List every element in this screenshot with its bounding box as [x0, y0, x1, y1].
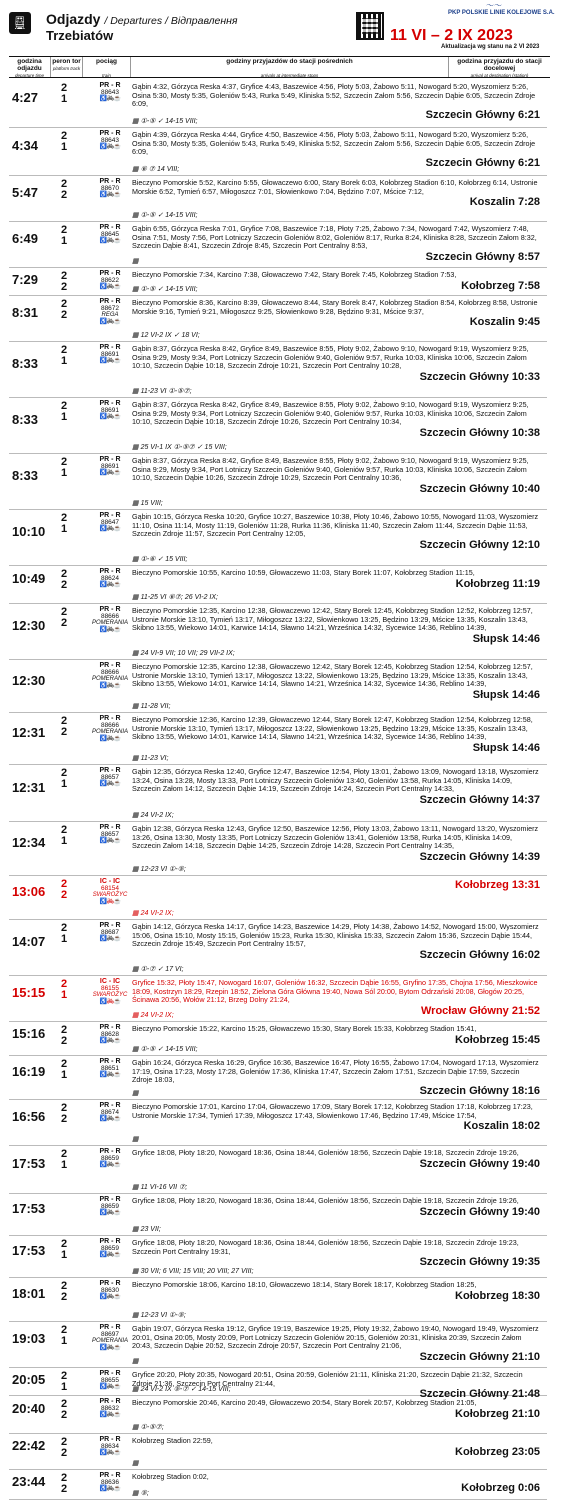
departure-time: 8:33 — [12, 412, 39, 427]
train-info: PR - R 88636 ♿🚲︎☕ — [89, 1472, 131, 1493]
departure-row — [9, 80, 547, 128]
amenity-icons: ♿🚲︎☕ — [99, 781, 121, 787]
destination: Kołobrzeg 7:58 — [461, 279, 540, 292]
departure-row — [9, 128, 547, 176]
intermediate-stops: Bieczyno Pomorskie 20:46, Karcino 20:49, Głowaczewo 20:54, Stary Borek 20:57, Kołobrzeg Stadion 21:05, Kołobrzeg 21:10 — [132, 1398, 540, 1420]
amenity-icons: ♿🚲︎☕ — [99, 683, 121, 689]
calendar-note: ▦ ①-⑤ ✓ 14-15 VIII; — [132, 212, 198, 219]
amenity-icons: ♿🚲︎☕ — [99, 1162, 121, 1168]
train-info: PR - R 88691 ♿🚲︎☕ — [89, 456, 131, 477]
departure-row — [9, 454, 547, 510]
platform-track: 2 1 — [60, 767, 68, 790]
train-info: PR - R 88634 ♿🚲︎☕ — [89, 1436, 131, 1457]
destination: Kołobrzeg 23:05 — [455, 1445, 540, 1458]
intermediate-stops: Bieczyno Pomorskie 18:06, Karcino 18:10, Głowaczewo 18:14, Stary Borek 18:17, Kołobrzeg Stadion 18:25, Kołobrzeg 18:30 — [132, 1280, 540, 1302]
intermediate-stops: Bieczyno Pomorskie 15:22, Karcino 15:25, Głowaczewo 15:30, Stary Borek 15:33, Kołobrzeg Stadion 15:41, Kołobrzeg 15:45 — [132, 1024, 540, 1046]
calendar-note: ▦ 30 VII; 6 VIII; 15 VIII; 20 VIII; 27 VIII; — [132, 1268, 254, 1275]
platform-track: 2 2 — [60, 715, 68, 738]
train-info: PR - R 88622 ♿🚲︎☕ — [89, 270, 131, 291]
calendar-note: ▦ 23 VII; — [132, 1226, 161, 1233]
header — [0, 0, 562, 56]
departure-time: 5:47 — [12, 185, 39, 200]
intermediate-stops: Gryfice 18:08, Płoty 18:20, Nowogard 18:36, Osina 18:44, Goleniów 18:56, Szczecin Dąbie 19:18, Szczecin Zdroje 19:26, Szczecin Główny 19:40 — [132, 1196, 540, 1218]
train-info: PR - R 88659 ♿🚲︎☕ — [89, 1196, 131, 1217]
intermediate-stops: Bieczyno Pomorskie 12:35, Karcino 12:38, Głowaczewo 12:42, Stary Borek 12:45, Kołobrzeg Stadion 12:52, Kołobrzeg 12:57, Ustronie Morskie 13:10, Tymień 13:17, Miłogoszcz 13:22, Słowienkowo 13:25, Będzino 13:29, Mścice 13:35, Koszalin 13:43, Skibno 13:55, Wiekowo 14:01, Karwice 14:14, Sławno 14:21, Wrześnica 14:32, Sycewice 14:36, Reblino 14:39, Słupsk 14:46 — [132, 606, 540, 645]
intermediate-stops: Bieczyno Pomorskie 12:36, Karcino 12:39, Głowaczewo 12:44, Stary Borek 12:47, Kołobrzeg Stadion 12:54, Kołobrzeg 12:58, Ustronie Morskie 13:10, Tymień 13:17, Miłogoszcz 13:22, Słowienkowo 13:25, Będzino 13:29, Mścice 13:35, Koszalin 13:43, Skibno 13:55, Wiekowo 14:01, Karwice 14:14, Sławno 14:21, Wrześnica 14:32, Sycewice 14:36, Reblino 14:39, Słupsk 14:46 — [132, 715, 540, 754]
departure-time: 23:44 — [12, 1474, 46, 1489]
intermediate-stops: Bieczyno Pomorskie 10:55, Karcino 10:59, Głowaczewo 11:03, Stary Borek 11:07, Kołobrzeg Stadion 11:15, Kołobrzeg 11:19 — [132, 568, 540, 590]
calendar-note: ▦ — [132, 1090, 139, 1097]
platform-track: 2 2 — [60, 1472, 68, 1495]
intermediate-stops: Gąbin 8:37, Górzyca Reska 8:42, Gryfice 8:49, Baszewice 8:55, Płoty 9:02, Żabowo 9:10, Nowogard 9:19, Wyszomierz 9:25, Osina 9:29, Mosty 9:34, Port Lotniczy Szczecin Goleniów 9:40, Goleniów 9:57, Rurka 10:03, Kliniska 10:06, Szczecin Załom 10:10, Szczecin Dąbie 10:26, Szczecin Zdroje 10:29, Szczecin Port Centralny 10:36, Szczecin Główny 10:40 — [132, 456, 540, 495]
departure-time: 8:31 — [12, 305, 39, 320]
destination: Szczecin Główny 8:57 — [425, 250, 540, 263]
amenity-icons: ♿🚲︎☕ — [99, 1294, 121, 1300]
intermediate-stops: Bieczyno Pomorskie 12:35, Karcino 12:38, Głowaczewo 12:42, Stary Borek 12:45, Kołobrzeg Stadion 12:54, Kołobrzeg 12:57, Ustronie Morskie 13:10, Tymień 13:17, Miłogoszcz 13:22, Słowienkowo 13:25, Będzino 13:29, Mścice 13:35, Koszalin 13:43, Skibno 13:55, Wiekowo 14:01, Karwice 14:14, Sławno 14:21, Wrześnica 14:32, Sycewice 14:36, Reblino 14:39, Słupsk 14:46 — [132, 662, 540, 701]
departure-time: 15:15 — [12, 985, 46, 1000]
intermediate-stops: Bieczyno Pomorskie 5:52, Karcino 5:55, Głowaczewo 6:00, Stary Borek 6:03, Kołobrzeg Stadion 6:10, Kołobrzeg 6:14, Ustronie Morskie 6:52, Tymień 6:57, Miłogoszcz 7:01, Słowienkowo 7:04, Będzino 7:07, Mścice 7:12, Koszalin 7:28 — [132, 178, 540, 209]
qr-code-icon[interactable] — [356, 12, 384, 40]
departure-row — [9, 176, 547, 222]
platform-track: 2 2 — [60, 1102, 68, 1125]
departure-row — [9, 1368, 547, 1401]
amenity-icons: ♿🚲︎☕ — [99, 1210, 121, 1216]
calendar-note: ▦ 15 VIII; — [132, 500, 163, 507]
departure-row — [9, 398, 547, 454]
intermediate-stops: Gąbin 4:32, Górzyca Reska 4:37, Gryfice 4:43, Baszewice 4:56, Płoty 5:03, Żabowo 5:11, Nowogard 5:20, Wyszomierz 5:26, Osina 5:30, Mosty 5:35, Goleniów 5:43, Rurka 5:49, Kliniska 5:52, Szczecin Załom 5:56, Szczecin Dąbie 6:05, Szczecin Zdroje 6:09, Szczecin Główny 6:21 — [132, 82, 540, 121]
calendar-note: ▦ 11-25 VI ⑥⑦; 26 VI-2 IX; — [132, 594, 218, 601]
platform-track: 2 2 — [60, 1436, 68, 1459]
departure-row — [9, 1146, 547, 1194]
departure-time: 19:03 — [12, 1331, 46, 1346]
platform-track: 2 1 — [60, 456, 68, 479]
destination: Szczecin Główny 18:16 — [419, 1084, 540, 1097]
destination: Kołobrzeg 11:19 — [455, 577, 540, 590]
calendar-note: ▦ ⑥ ⑦ 14 VIII; — [132, 166, 180, 173]
departure-time: 7:29 — [12, 272, 39, 287]
col-platform: peron tor platform track — [51, 57, 83, 77]
train-info: PR - R 88659 ♿🚲︎☕ — [89, 1238, 131, 1259]
calendar-note: ▦ — [132, 1358, 139, 1365]
destination: Kołobrzeg 18:30 — [455, 1289, 540, 1302]
departure-row — [9, 296, 547, 342]
amenity-icons: ♿🚲︎☕ — [99, 582, 121, 588]
platform-track: 2 2 — [60, 1398, 68, 1421]
intermediate-stops — [132, 876, 540, 891]
calendar-note: ▦ 11-23 VI; — [132, 755, 169, 762]
train-info: PR - R 88643 ♿🚲︎☕ — [89, 82, 131, 103]
platform-track: 2 1 — [60, 1324, 68, 1347]
departure-row — [9, 660, 547, 713]
destination: Szczecin Główny 19:40 — [419, 1157, 540, 1170]
amenity-icons: ♿🚲︎☕ — [99, 284, 121, 290]
destination: Wrocław Główny 21:52 — [420, 1004, 540, 1017]
platform-track: 2 1 — [60, 824, 68, 847]
destination: Szczecin Główny 10:40 — [419, 482, 540, 495]
amenity-icons: ♿🚲︎☕ — [99, 736, 121, 742]
calendar-note: ▦ 11-28 VII; — [132, 703, 171, 710]
train-info: PR - R 88651 ♿🚲︎☕ — [89, 1058, 131, 1079]
destination: Szczecin Główny 21:10 — [419, 1350, 540, 1363]
departure-time: 16:19 — [12, 1064, 46, 1079]
table-header — [9, 56, 550, 78]
amenity-icons: ♿🚲︎☕ — [99, 144, 121, 150]
amenity-icons: ♿🚲︎☕ — [99, 358, 121, 364]
train-info: IC - IC 86155 SWAROŻYC ♿🚲︎☕ — [89, 978, 131, 1006]
train-info: PR - R 88666 POMERANIA ♿🚲︎☕ — [89, 606, 131, 634]
departure-time: 10:10 — [12, 524, 46, 539]
destination: Szczecin Główny 12:10 — [419, 538, 540, 551]
calendar-note: ▦ — [132, 258, 139, 265]
intermediate-stops: Gąbin 8:37, Górzyca Reska 8:42, Gryfice 8:49, Baszewice 8:55, Płoty 9:02, Żabowo 9:10, Nowogard 9:19, Wyszomierz 9:25, Osina 9:29, Mosty 9:34, Port Lotniczy Szczecin Goleniów 9:40, Goleniów 9:57, Rurka 10:03, Kliniska 10:06, Szczecin Załom 10:10, Szczecin Dąbie 10:18, Szczecin Zdroje 10:26, Szczecin Port Centralny 10:34, Szczecin Główny 10:38 — [132, 400, 540, 439]
train-info: PR - R 88628 ♿🚲︎☕ — [89, 1024, 131, 1045]
calendar-note: ▦ 24 VI-2 IX; — [132, 1012, 174, 1019]
platform-track: 2 1 — [60, 1148, 68, 1171]
calendar-note: ▦ ①-⑦ ✓ 17 VI; — [132, 966, 184, 973]
platform-track — [60, 663, 68, 674]
amenity-icons: ♿🚲︎☕ — [99, 96, 121, 102]
calendar-note: ▦ 11 VI-16 VII ⑦; — [132, 1184, 188, 1191]
train-info: PR - R 88657 ♿🚲︎☕ — [89, 767, 131, 788]
departure-row — [9, 876, 547, 920]
intermediate-stops: Gąbin 4:39, Górzyca Reska 4:44, Gryfice 4:50, Baszewice 4:56, Płoty 5:03, Żabowo 5:11, Nowogard 5:20, Wyszomierz 5:26, Osina 5:30, Mosty 5:35, Goleniów 5:43, Rurka 5:49, Kliniska 5:52, Szczecin Załom 5:56, Szczecin Dąbie 6:05, Szczecin Zdroje 6:09, Szczecin Główny 6:21 — [132, 130, 540, 169]
amenity-icons: ♿🚲︎☕ — [99, 526, 121, 532]
col-stops: godziny przyjazdów do stacji pośrednich arrivals at intermediate stops — [131, 57, 449, 77]
amenity-icons: ♿🚲︎☕ — [99, 192, 121, 198]
destination: Słupsk 14:46 — [472, 741, 540, 754]
departure-row — [9, 604, 547, 660]
intermediate-stops: Gąbin 19:07, Górzyca Reska 19:12, Gryfice 19:19, Baszewice 19:25, Płoty 19:32, Żabowo 19:40, Nowogard 19:49, Wyszomierz 20:01, Osina 20:05, Mosty 20:09, Port Lotniczy Szczecin Goleniów 20:15, Goleniów 20:31, Kliniska 20:39, Szczecin Załom 20:43, Szczecin Dąbie 20:52, Szczecin Zdroje 20:57, Szczecin Port Centralny 21:06, Szczecin Główny 21:10 — [132, 1324, 540, 1363]
calendar-note: ▦ 24 VI-9 VII; 10 VII; 29 VII-2 IX; — [132, 650, 235, 657]
intermediate-stops: Gąbin 10:15, Górzyca Reska 10:20, Gryfice 10:27, Baszewice 10:38, Płoty 10:46, Żabowo 10:55, Nowogard 11:03, Wyszomierz 11:10, Osina 11:14, Mosty 11:19, Goleniów 11:28, Rurka 11:36, Kliniska 11:40, Szczecin Załom 11:44, Szczecin Dąbie 11:53, Szczecin Zdroje 11:57, Szczecin Port Centralny 12:05, Szczecin Główny 12:10 — [132, 512, 540, 551]
destination: Słupsk 14:46 — [472, 688, 540, 701]
intermediate-stops: Kołobrzeg Stadion 0:02, Kołobrzeg 0:06 — [132, 1472, 540, 1494]
platform-track: 2 2 — [60, 878, 68, 901]
train-info: PR - R 88624 ♿🚲︎☕ — [89, 568, 131, 589]
train-info: PR - R 88697 POMERANIA ♿🚲︎☕ — [89, 1324, 131, 1352]
amenity-icons: ♿🚲︎☕ — [99, 1345, 121, 1351]
calendar-note: ▦ 25 VI-1 IX ①-⑤⑦ ✓ 15 VIII; — [132, 444, 227, 451]
intermediate-stops: Bieczyno Pomorskie 8:36, Karcino 8:39, Głowaczewo 8:44, Stary Borek 8:47, Kołobrzeg Stadion 8:54, Kołobrzeg 8:58, Ustronie Morskie 9:16, Tymień 9:21, Miłogoszcz 9:25, Słowienkowo 9:28, Będzino 9:31, Mścice 9:37, Koszalin 9:45 — [132, 298, 540, 329]
calendar-note: ▦ 12-23 VI ①-⑤; — [132, 1312, 186, 1319]
intermediate-stops: Gąbin 12:35, Górzyca Reska 12:40, Gryfice 12:47, Baszewice 12:54, Płoty 13:01, Żabowo 13:09, Nowogard 13:18, Wyszomierz 13:24, Osina 13:28, Mosty 13:33, Port Lotniczy Szczecin Goleniów 13:40, Goleniów 13:58, Rurka 14:05, Kliniska 14:09, Szczecin Załom 14:12, Szczecin Dąbie 14:19, Szczecin Zdroje 14:24, Szczecin Port Centralny 14:33, Szczecin Główny 14:37 — [132, 767, 540, 806]
destination: Szczecin Główny 19:40 — [419, 1205, 540, 1218]
train-info: PR - R 88657 ♿🚲︎☕ — [89, 824, 131, 845]
departure-row — [9, 1022, 547, 1056]
train-info: PR - R 88691 ♿🚲︎☕ — [89, 400, 131, 421]
departure-row — [9, 1278, 547, 1322]
train-info: PR - R 88666 POMERANIA ♿🚲︎☕ — [89, 662, 131, 690]
departure-row — [9, 822, 547, 876]
departure-time: 22:42 — [12, 1438, 46, 1453]
platform-track: 2 1 — [60, 1370, 68, 1393]
operator-logo: PKP POLSKIE LINIE KOLEJOWE S.A. — [448, 10, 555, 16]
departure-time: 13:06 — [12, 884, 46, 899]
destination: Kołobrzeg 0:06 — [461, 1481, 540, 1494]
calendar-note: ▦ 12-23 VI ①-⑤; — [132, 866, 186, 873]
train-info: PR - R 88672 REGA ♿🚲︎☕ — [89, 298, 131, 326]
train-info: PR - R 88655 ♿🚲︎☕ — [89, 1370, 131, 1391]
destination: Koszalin 7:28 — [469, 196, 540, 209]
calendar-note: ▦ ①-⑤ ✓ 14-15 VIII; — [132, 286, 198, 293]
train-info: PR - R 88674 ♿🚲︎☕ — [89, 1102, 131, 1123]
amenity-icons: ♿🚲︎☕ — [99, 1038, 121, 1044]
amenity-icons: ♿🚲︎☕ — [99, 1252, 121, 1258]
departure-time: 12:31 — [12, 725, 46, 740]
amenity-icons: ♿🚲︎☕ — [99, 1450, 121, 1456]
amenity-icons: ♿🚲︎☕ — [99, 414, 121, 420]
train-icon: 🚆︎ — [9, 12, 31, 34]
amenity-icons: ♿🚲︎☕ — [99, 999, 121, 1005]
platform-track: 2 2 — [60, 1280, 68, 1303]
departure-row — [9, 920, 547, 976]
platform-track: 2 2 — [60, 606, 68, 629]
departure-time: 12:30 — [12, 672, 46, 688]
departure-row — [9, 510, 547, 566]
train-info: PR - R 88666 POMERANIA ♿🚲︎☕ — [89, 715, 131, 743]
destination: Szczecin Główny 10:33 — [419, 370, 540, 383]
amenity-icons: ♿🚲︎☕ — [99, 1072, 121, 1078]
intermediate-stops: Bieczyno Pomorskie 7:34, Karcino 7:38, Głowaczewo 7:42, Stary Borek 7:45, Kołobrzeg Stadion 7:53, Kołobrzeg 7:58 — [132, 270, 540, 292]
departure-time: 10:49 — [12, 571, 46, 586]
amenity-icons: ♿🚲︎☕ — [99, 1384, 121, 1390]
amenity-icons: ♿🚲︎☕ — [99, 899, 121, 905]
departure-row — [9, 1396, 547, 1434]
calendar-note: ▦ 24 VI-2 IX ⑤-⑦ ✓ 14-15 VIII; — [132, 1386, 231, 1393]
amenity-icons: ♿🚲︎☕ — [99, 627, 121, 633]
train-info: PR - R 88630 ♿🚲︎☕ — [89, 1280, 131, 1301]
intermediate-stops: Bieczyno Pomorskie 17:01, Karcino 17:04, Głowaczewo 17:09, Stary Borek 17:12, Kołobrzeg Stadion 17:18, Kołobrzeg 17:23, Ustronie Morskie 17:34, Tymień 17:39, Miłogoszcz 17:43, Słowienkowo 17:46, Będzino 17:49, Mścice 17:54, Koszalin 18:02 — [132, 1102, 540, 1133]
destination: Szczecin Główny 10:38 — [419, 426, 540, 439]
platform-track: 2 1 — [60, 82, 68, 105]
intermediate-stops: Gąbin 14:12, Górzyca Reska 14:17, Gryfice 14:23, Baszewice 14:29, Płoty 14:38, Żabowo 14:52, Nowogard 15:00, Wyszomierz 15:06, Osina 15:10, Mosty 15:15, Goleniów 15:23, Rurka 15:30, Kliniska 15:33, Szczecin Załom 15:36, Szczecin Dąbie 15:44, Szczecin Zdroje 15:49, Szczecin Port Centralny 15:57, Szczecin Główny 16:02 — [132, 922, 540, 961]
intermediate-stops: Kołobrzeg Stadion 22:59, Kołobrzeg 23:05 — [132, 1436, 540, 1458]
platform-track: 2 2 — [60, 178, 68, 201]
train-info: PR - R 88632 ♿🚲︎☕ — [89, 1398, 131, 1419]
departure-time: 14:07 — [12, 934, 46, 949]
destination: Słupsk 14:46 — [472, 632, 540, 645]
departure-time: 4:34 — [12, 138, 39, 153]
amenity-icons: ♿🚲︎☕ — [99, 319, 121, 325]
platform-track: 2 2 — [60, 568, 68, 591]
platform-track: 2 1 — [60, 1238, 68, 1261]
plk-logo-icon: 〜〜 — [486, 1, 502, 10]
platform-track: 2 1 — [60, 978, 68, 1001]
calendar-note: ▦ — [132, 1136, 139, 1143]
destination: Szczecin Główny 19:35 — [419, 1256, 540, 1269]
platform-track: 2 1 — [60, 224, 68, 247]
departure-time: 16:56 — [12, 1109, 46, 1124]
platform-track: 2 2 — [60, 270, 68, 293]
departure-row — [9, 342, 547, 398]
departure-row — [9, 1194, 547, 1236]
calendar-note: ▦ 11-23 VI ①-⑤⑦; — [132, 388, 192, 395]
col-time: godzina odjazdu departure time — [9, 57, 51, 77]
train-info: PR - R 88691 ♿🚲︎☕ — [89, 344, 131, 365]
departure-time: 12:34 — [12, 835, 46, 850]
intermediate-stops: Gryfice 15:32, Płoty 15:47, Nowogard 16:07, Goleniów 16:32, Szczecin Dąbie 16:55, Gryfino 17:35, Chojna 17:56, Mieszkowice 18:09, Kostrzyn 18:29, Rzepin 18:52, Zielona Góra Główna 19:40, Nowa Sól 20:00, Bytom Odrzański 20:08, Głogów 20:25, Ścinawa 20:56, Wołów 21:12, Brzeg Dolny 21:24, Wrocław Główny 21:52 — [132, 978, 540, 1017]
departure-time: 20:05 — [12, 1372, 46, 1387]
departure-row — [9, 1056, 547, 1100]
amenity-icons: ♿🚲︎☕ — [99, 936, 121, 942]
col-destination: godzina przyjazdu do stacji docelowej arrival at destination (station) — [457, 58, 542, 78]
amenity-icons: ♿🚲︎☕ — [99, 238, 121, 244]
col-train: pociąg train — [83, 57, 131, 77]
destination: Koszalin 18:02 — [463, 1120, 540, 1133]
intermediate-stops: Gąbin 16:24, Górzyca Reska 16:29, Gryfice 16:36, Baszewice 16:47, Płoty 16:55, Żabowo 17:04, Nowogard 17:13, Wyszomierz 17:19, Osina 17:23, Mosty 17:28, Goleniów 17:36, Kliniska 17:47, Szczecin Załom 17:51, Szczecin Dąbie 17:59, Szczecin Zdroje 18:03, Szczecin Główny 18:16 — [132, 1058, 540, 1097]
departure-time: 15:16 — [12, 1026, 46, 1041]
train-info: PR - R 88643 ♿🚲︎☕ — [89, 130, 131, 151]
platform-track: 2 1 — [60, 130, 68, 153]
station-name: Trzebiatów — [46, 28, 114, 43]
departure-row — [9, 566, 547, 604]
intermediate-stops: Gryfice 20:20, Płoty 20:35, Nowogard 20:51, Osina 20:59, Goleniów 21:11, Kliniska 21:20, Szczecin Dąbie 21:32, Szczecin Zdroje 21:36, Szczecin Port Centralny 21:44, Szczecin Główny 21:48 — [132, 1370, 540, 1401]
calendar-note: ▦ 24 VI-2 IX; — [132, 910, 174, 917]
train-info: PR - R 88659 ♿🚲︎☕ — [89, 1148, 131, 1169]
destination: Szczecin Główny 6:21 — [425, 156, 540, 169]
departure-time: 17:53 — [12, 1201, 46, 1216]
destination: Szczecin Główny 21:48 — [419, 1388, 540, 1401]
departure-row — [9, 1236, 547, 1278]
calendar-note: ▦ ⑤; — [132, 1490, 149, 1497]
intermediate-stops: Gąbin 6:55, Górzyca Reska 7:01, Gryfice 7:08, Baszewice 7:18, Płoty 7:25, Żabowo 7:34, Nowogard 7:42, Wyszomierz 7:48, Osina 7:51, Mosty 7:56, Port Lotniczy Szczecin Goleniów 8:02, Goleniów 8:17, Rurka 8:24, Kliniska 8:28, Szczecin Załom 8:32, Szczecin Dąbie 8:41, Szczecin Zdroje 8:45, Szczecin Port Centralny 8:53, Szczecin Główny 8:57 — [132, 224, 540, 263]
amenity-icons: ♿🚲︎☕ — [99, 1486, 121, 1492]
platform-track: 2 1 — [60, 1058, 68, 1081]
calendar-note: ▦ ①-⑤⑦; — [132, 1424, 164, 1431]
validity-dates: 11 VI – 2 IX 2023 — [390, 27, 513, 44]
destination: Kołobrzeg 13:31 — [455, 879, 540, 891]
destination: Szczecin Główny 14:37 — [419, 793, 540, 806]
departure-time: 8:33 — [12, 468, 39, 483]
departure-row — [9, 1434, 547, 1470]
platform-track: 2 1 — [60, 400, 68, 423]
destination: Szczecin Główny 14:39 — [419, 850, 540, 863]
amenity-icons: ♿🚲︎☕ — [99, 1116, 121, 1122]
departure-time: 18:01 — [12, 1286, 46, 1301]
train-info: PR - R 88670 ♿🚲︎☕ — [89, 178, 131, 199]
intermediate-stops: Gąbin 12:38, Górzyca Reska 12:43, Gryfice 12:50, Baszewice 12:56, Płoty 13:03, Żabowo 13:11, Nowogard 13:20, Wyszomierz 13:26, Osina 13:30, Mosty 13:35, Port Lotniczy Szczecin Goleniów 13:41, Goleniów 13:58, Rurka 14:05, Kliniska 14:09, Szczecin Załom 14:18, Szczecin Dąbie 14:25, Szczecin Zdroje 14:28, Szczecin Port Centralny 14:35, Szczecin Główny 14:39 — [132, 824, 540, 863]
intermediate-stops: Gąbin 8:37, Górzyca Reska 8:42, Gryfice 8:49, Baszewice 8:55, Płoty 9:02, Żabowo 9:10, Nowogard 9:19, Wyszomierz 9:25, Osina 9:29, Mosty 9:34, Port Lotniczy Szczecin Goleniów 9:40, Goleniów 9:57, Rurka 10:03, Kliniska 10:06, Szczecin Załom 10:10, Szczecin Dąbie 10:18, Szczecin Zdroje 10:21, Szczecin Port Centralny 10:28, Szczecin Główny 10:33 — [132, 344, 540, 383]
departure-time: 17:53 — [12, 1243, 46, 1258]
departure-time: 8:33 — [12, 356, 39, 371]
platform-track: 2 1 — [60, 512, 68, 535]
update-note: Aktualizacja wg stanu na 2 VI 2023 — [441, 44, 540, 50]
departure-time: 12:30 — [12, 618, 46, 633]
departure-row — [9, 222, 547, 268]
destination: Szczecin Główny 16:02 — [419, 948, 540, 961]
departure-time: 20:40 — [12, 1401, 46, 1416]
platform-track: 2 2 — [60, 1024, 68, 1047]
calendar-note: ▦ ①-⑤ ✓ 14-15 VIII; — [132, 1046, 198, 1053]
train-info: PR - R 88647 ♿🚲︎☕ — [89, 512, 131, 533]
departure-row — [9, 1322, 547, 1368]
intermediate-stops: Gryfice 18:08, Płoty 18:20, Nowogard 18:36, Osina 18:44, Goleniów 18:56, Szczecin Dąbie 19:18, Szczecin Zdroje 19:26, Szczecin Główny 19:40 — [132, 1148, 540, 1170]
calendar-note: ▦ ①-⑥ ✓ 15 VIII; — [132, 556, 188, 563]
departure-time: 12:31 — [12, 779, 46, 795]
train-info: PR - R 88645 ♿🚲︎☕ — [89, 224, 131, 245]
intermediate-stops: Gryfice 18:08, Płoty 18:20, Nowogard 18:36, Osina 18:44, Goleniów 18:56, Szczecin Dąbie 19:18, Szczecin Zdroje 19:23, Szczecin Port Centralny 19:31, Szczecin Główny 19:35 — [132, 1238, 540, 1269]
calendar-note: ▦ ①-⑤ ✓ 14-15 VIII; — [132, 118, 198, 125]
destination: Koszalin 9:45 — [469, 316, 540, 329]
platform-track: 2 2 — [60, 298, 68, 321]
calendar-note: ▦ 12 VI-2 IX ✓ 18 VI; — [132, 332, 200, 339]
departure-row — [9, 268, 547, 296]
train-info: PR - R 88687 ♿🚲︎☕ — [89, 922, 131, 943]
departure-time: 4:27 — [12, 90, 39, 105]
platform-track — [60, 1197, 68, 1208]
departure-row — [9, 765, 547, 822]
departure-row — [9, 1100, 547, 1146]
amenity-icons: ♿🚲︎☕ — [99, 470, 121, 476]
platform-track: 2 1 — [60, 922, 68, 945]
calendar-note: ▦ — [132, 1460, 139, 1467]
page-title: Odjazdy / Departures / Відправлення — [46, 11, 238, 27]
departure-row — [9, 1470, 547, 1500]
destination: Kołobrzeg 15:45 — [455, 1033, 540, 1046]
calendar-note: ▦ 24 VI-2 IX; — [132, 812, 174, 819]
destination: Szczecin Główny 6:21 — [425, 108, 540, 121]
destination: Kołobrzeg 21:10 — [455, 1407, 540, 1420]
departure-time: 6:49 — [12, 231, 39, 246]
amenity-icons: ♿🚲︎☕ — [99, 838, 121, 844]
departure-row — [9, 976, 547, 1022]
departure-time: 17:53 — [12, 1156, 46, 1171]
departure-row — [9, 713, 547, 765]
amenity-icons: ♿🚲︎☕ — [99, 1412, 121, 1418]
platform-track: 2 1 — [60, 344, 68, 367]
train-info: IC - IC 68154 SWAROŻYC ♿🚲︎☕ — [89, 878, 131, 906]
